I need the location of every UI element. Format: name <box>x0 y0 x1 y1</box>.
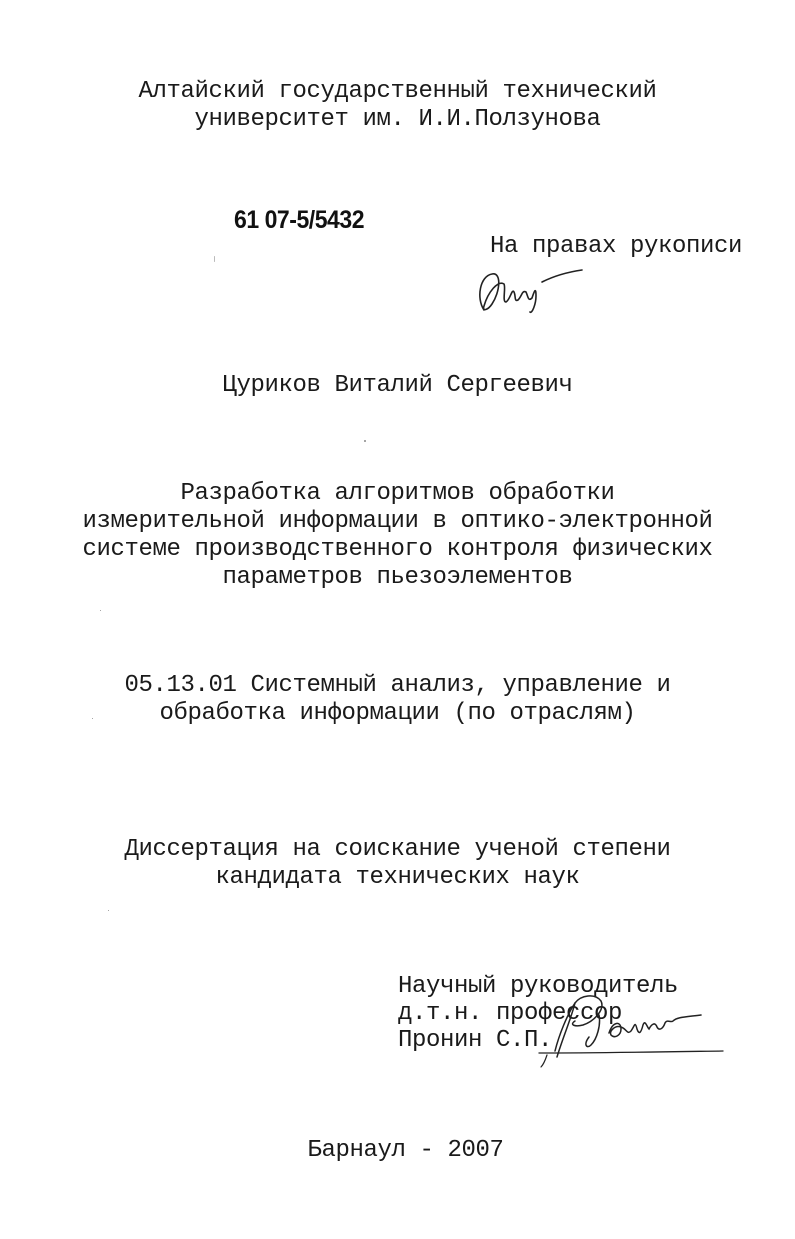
author-name: Цуриков Виталий Сергеевич <box>222 372 573 399</box>
specialty <box>0 672 795 728</box>
institution-line-2: университет им. И.И.Ползунова <box>194 106 601 133</box>
specialty-line-1: 05.13.01 Системный анализ, управление и <box>124 672 671 699</box>
institution-line-1: Алтайский государственный технический <box>138 78 657 105</box>
title-line-4: параметров пьезоэлементов <box>222 564 573 591</box>
degree-line-1: Диссертация на соискание ученой степени <box>124 836 671 863</box>
scan-speck <box>108 910 109 911</box>
specialty-line-2: обработка информации (по отраслям) <box>159 700 636 727</box>
library-stamp-code: 61 07-5/5432 <box>234 206 365 234</box>
dissertation-title <box>0 480 795 592</box>
scan-speck <box>92 718 93 719</box>
supervisor-signature <box>535 985 735 1070</box>
supervisor-rank: д.т.н. профессор <box>398 1000 623 1027</box>
institution-header <box>0 78 795 134</box>
city-year: Барнаул - 2007 <box>307 1137 504 1164</box>
degree-line-2: кандидата технических наук <box>215 864 580 891</box>
title-line-2: измерительной информации в оптико-электронной <box>82 508 713 535</box>
title-line-3: системе производственного контроля физических <box>82 536 713 563</box>
scan-speck <box>214 256 215 262</box>
author-signature <box>470 262 590 322</box>
manuscript-rights-label: На правах рукописи <box>490 233 743 260</box>
scan-speck <box>364 440 366 442</box>
supervisor-role: Научный руководитель <box>398 973 679 1000</box>
supervisor-name: Пронин С.П. <box>398 1027 553 1054</box>
degree-statement <box>0 836 795 892</box>
scan-speck <box>100 610 101 611</box>
title-line-1: Разработка алгоритмов обработки <box>180 480 615 507</box>
